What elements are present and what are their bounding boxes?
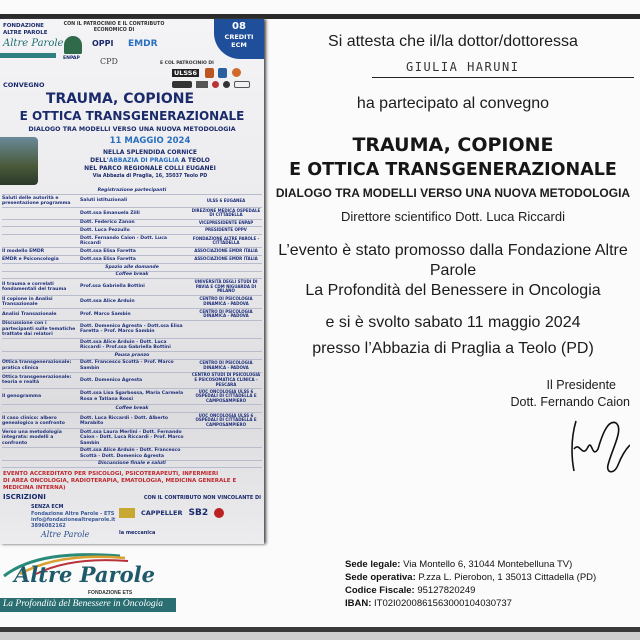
- sponsors-bottom: [115, 504, 261, 540]
- participated-line: ha partecipato al convegno: [356, 95, 550, 112]
- program-speaker: Prof. Marco Sambin: [80, 311, 131, 317]
- contacts-and-sponsors: [3, 504, 261, 540]
- program-topic: Il copione in Analisi Transazionale: [2, 296, 53, 307]
- abbey-photo: [0, 137, 38, 185]
- patronage-logo: [212, 81, 219, 88]
- poster-logo-band: [0, 53, 56, 58]
- value: IT02I0200861563000104030737: [371, 598, 512, 609]
- footer-sede-legale: [345, 559, 572, 570]
- accreditation-line1: EVENTO ACCREDITATO PER PSICOLOGI, PSICOTERAPEUTI, INFERMIERI: [3, 471, 219, 478]
- held-line2: presso l’Abbazia di Praglia a Teolo (PD): [312, 340, 594, 357]
- program-row: [2, 429, 262, 447]
- program-aff: DIREZIONE MEDICA OSPEDALE DI CITTADELLA: [191, 207, 261, 218]
- program-row: [2, 279, 262, 295]
- credits-label: CREDITI: [224, 33, 254, 41]
- program-speaker: Prof.ssa Gabriella Bottini: [80, 284, 145, 290]
- program-aff: CENTRO STUDI DI PSICOLOGIA E PSICOSOMATICA CLINICA - PESCARA: [191, 372, 261, 387]
- footer-logo-sub: FONDAZIONE ETS: [88, 590, 133, 596]
- program-speaker: Dott. Federico Zanon: [80, 220, 135, 226]
- program-aff: UOC ONCOLOGIA ULSS 6 OSPEDALI DI CITTADELLA E CAMPOSAMPIERO: [195, 412, 257, 428]
- patronage-logo: [172, 81, 192, 88]
- program-table: [2, 187, 262, 468]
- poster-venue-line1: NELLA SPLENDIDA CORNICE: [103, 149, 197, 156]
- label: Sede legale:: [345, 559, 401, 570]
- program-speaker: Dott.ssa Elisa Faretta: [80, 248, 136, 254]
- program-speaker: Dott.ssa Lisa Sgarbossa, Maria Carmela Rosa e Tatiana Rossi: [80, 391, 184, 402]
- program-topic: Il trauma e correlati fondamentali del trauma: [2, 281, 67, 293]
- program-aff: PRESIDENTE OPPV: [205, 227, 247, 233]
- patronage-logo: [223, 81, 230, 88]
- program-aff: UNIVERSITÀ DEGLI STUDI DI PAVIA E CDM NIGUARDA DI MILANO: [194, 279, 258, 294]
- program-speaker: Dott. Luca Pezzullo: [80, 228, 130, 234]
- program-break: [2, 461, 262, 469]
- poster-bottom: [0, 468, 264, 543]
- program-speaker: Dott.ssa Alice Arduin - Dott. Francesco Scottà - Dott. Domenico Agresta: [80, 448, 181, 459]
- contact-phone: 3896082162: [31, 523, 66, 530]
- conference-poster: [0, 19, 264, 544]
- poster-org-logo: Altre Parole: [3, 38, 64, 49]
- oppi-logo: OPPI: [92, 39, 114, 48]
- promoted-line1: L’evento è stato promosso dalla Fondazione Altre Parole: [278, 242, 628, 279]
- program-row: [2, 248, 262, 256]
- poster-bottom-logo: Altre Parole: [41, 529, 90, 539]
- accreditation-line2: DI AREA ONCOLOGIA, RADIOTERAPIA, EMATOLOGIA, MEDICINA GENERALE E MEDICINA INTERNA): [3, 478, 237, 491]
- footer-logo-text: Altre Parole: [14, 562, 155, 587]
- participant-name: GIULIA HARUNI: [406, 60, 520, 74]
- program-aff: ASSOCIAZIONE EMDR ITALIA: [194, 248, 258, 254]
- program-row: [2, 227, 262, 235]
- cappeller-logo: CAPPELLER: [141, 508, 183, 517]
- senza-ecm: SENZA ECM: [31, 504, 64, 511]
- enpap-logo: [64, 36, 82, 54]
- program-row: [2, 296, 262, 309]
- program-aff: ASSOCIAZIONE EMDR ITALIA: [194, 256, 258, 262]
- program-speaker: Saluti istituzionali: [80, 198, 128, 204]
- program-aff: CENTRO DI PSICOLOGIA DINAMICA - PADOVA: [199, 308, 253, 319]
- program-speaker: Dott.ssa Laura Merlini - Dott. Fernando Caion - Dott. Luca Riccardi - Prof. Marco Sambin: [80, 430, 184, 446]
- program-topic: Il caso clinico: albero genealogico a confronto: [2, 415, 65, 426]
- contact-org: Fondazione Altre Parole - ETS: [31, 510, 115, 517]
- program-break: [2, 187, 262, 195]
- program-row: [2, 339, 262, 352]
- crest-logo: [205, 68, 214, 78]
- signer-block: [272, 377, 634, 480]
- program-aff: FONDAZIONE ALTRE PAROLE - CITTADELLA: [192, 235, 260, 246]
- program-speaker: Dott. Francesco Scottà - Prof. Marco Sambin: [80, 360, 174, 371]
- program-text: Spazio alle domande: [105, 264, 159, 270]
- program-aff: UOC ONCOLOGIA ULSS 6 OSPEDALI DI CITTADELLA E CAMPOSAMPIERO: [195, 388, 257, 403]
- poster-venue-line2: [90, 157, 210, 164]
- program-row: [2, 235, 262, 248]
- sb2-logo: SB2: [188, 507, 209, 518]
- program-speaker: Dott. Domenico Agresta: [80, 377, 143, 383]
- patronage-logo: [232, 68, 241, 77]
- poster-title-line2: E OTTICA TRANSGENERAZIONALE: [19, 109, 245, 123]
- credits-ecm: ECM: [231, 41, 247, 49]
- program-text: Registrazione partecipanti: [97, 187, 167, 193]
- iscrizioni-row: [3, 493, 261, 501]
- crest-logo: [218, 68, 227, 78]
- program-break: [2, 264, 262, 272]
- poster-subtitle: DIALOGO TRA MODELLI VERSO UNA NUOVA METODOLOGIA: [28, 126, 236, 133]
- poster-title-line1: TRAUMA, COPIONE: [45, 91, 195, 107]
- program-row: [2, 448, 262, 461]
- program-row: [2, 413, 262, 429]
- value: Via Montello 6, 31044 Montebelluna TV): [400, 559, 573, 570]
- program-text: Discussione finale e saluti: [98, 461, 166, 467]
- program-speaker: Dott.ssa Elisa Faretta: [80, 256, 136, 262]
- program-row: [2, 256, 262, 264]
- footer-codice-fiscale: [345, 585, 475, 596]
- program-topic: Il genogramma: [2, 393, 42, 399]
- poster-address: Via Abbazia di Praglia, 16, 35037 Teolo PD: [92, 174, 208, 179]
- contact-block: [3, 504, 115, 540]
- name-field: [272, 52, 634, 82]
- label: IBAN:: [345, 598, 372, 609]
- contact-email: info@fondazionealtreparole.it: [31, 517, 116, 524]
- emdr-logo: EMDR: [128, 39, 158, 49]
- program-speaker: Dott. Luca Riccardi - Dott. Alberto Marabito: [80, 415, 169, 426]
- held-line1: e si è svolto sabato 11 maggio 2024: [325, 314, 581, 331]
- program-text: Coffee break: [115, 272, 149, 278]
- attest-line: Si attesta che il/la dottor/dottoressa: [328, 33, 578, 50]
- poster-patronage-title: CON IL PATROCINIO E IL CONTRIBUTO ECONOMICO DI: [63, 22, 165, 33]
- signer-name: Dott. Fernando Caion: [510, 395, 630, 409]
- meccanica-icon: [214, 508, 224, 518]
- certificate-title-line2: E OTTICA TRANSGENERAZIONALE: [289, 160, 617, 180]
- program-text: Coffee break: [115, 406, 149, 412]
- program-row: [2, 389, 262, 405]
- program-row: [2, 195, 262, 208]
- program-topic: Ottica transgenerazionale: pratica clinica: [2, 360, 72, 371]
- program-speaker: Dott. Domenico Agresta - Dott.ssa Elisa Faretta - Prof. Marco Sambin: [80, 323, 183, 335]
- certificate-subtitle: DIALOGO TRA MODELLI VERSO UNA NUOVA METODOLOGIA: [275, 186, 631, 200]
- program-topic: Ottica transgenerazionale: teoria e realtà: [2, 375, 72, 386]
- program-topic: Discussione con i partecipanti sulle tematiche trattate dai relatori: [2, 321, 76, 337]
- program-aff: CENTRO DI PSICOLOGIA DINAMICA - PADOVA: [199, 359, 253, 370]
- program-break: [2, 405, 262, 413]
- program-break: [2, 352, 262, 360]
- program-row: [2, 373, 262, 389]
- poster-kicker: CONVEGNO: [3, 81, 45, 89]
- signer-role: Il Presidente: [546, 378, 616, 392]
- poster-date: 11 MAGGIO 2024: [109, 136, 191, 146]
- program-speaker: Dott.ssa Alice Arduin: [80, 299, 135, 305]
- venue-prefix: DELL': [90, 157, 109, 164]
- venue-suffix: A TEOLO: [179, 157, 210, 164]
- promoted-line2: La Profondità del Benessere in Oncologia: [305, 282, 601, 299]
- label: Codice Fiscale:: [345, 585, 415, 596]
- venue-highlight: ABBAZIA DI PRAGLIA: [108, 157, 180, 164]
- certificate: [272, 32, 634, 480]
- scientific-director: Direttore scientifico Dott. Luca Riccardi: [341, 209, 565, 224]
- enpap-label: ENPAP: [63, 56, 80, 61]
- program-row: [2, 208, 262, 220]
- poster-org-header: FONDAZIONE ALTRE PAROLE: [3, 23, 48, 36]
- ecm-credits-badge: [214, 19, 264, 59]
- program-aff: VICEPRESIDENTE ENPAP: [198, 219, 254, 225]
- poster-venue-line3: NEL PARCO REGIONALE COLLI EUGANEI: [84, 165, 216, 172]
- program-topic: Analisi Transazionale: [2, 311, 57, 317]
- iscrizioni-heading: ISCRIZIONI: [3, 493, 46, 502]
- poster-also-patronage: E COL PATROCINIO DI: [160, 61, 214, 66]
- photo-background: [0, 632, 640, 640]
- program-topic: EMDR e Psiconcologia: [2, 256, 59, 262]
- program-row: [2, 309, 262, 321]
- name-underline: [372, 77, 634, 78]
- patronage-logo: [196, 81, 208, 88]
- program-row: [2, 220, 262, 228]
- program-topic: Saluti delle autorità e presentazione programma: [2, 195, 71, 206]
- program-speaker: Dott.ssa Emanuela Zilli: [80, 210, 140, 216]
- program-text: Pausa pranzo: [114, 352, 150, 358]
- footer-sede-operativa: [345, 572, 596, 583]
- program-topic: Il modello EMDR: [2, 248, 45, 254]
- program-aff: ULSS 6 EUGANEA: [206, 197, 246, 203]
- footer-tagline: La Profondità del Benessere in Oncologia: [3, 599, 163, 609]
- program-row: [2, 321, 262, 339]
- program-speaker: Dott. Fernando Caion - Dott. Luca Riccardi: [80, 235, 168, 247]
- footer-iban: [345, 598, 512, 609]
- meccanica-logo: la meccanica: [119, 530, 156, 537]
- sponsor-logo: [119, 508, 135, 518]
- program-aff: CENTRO DI PSICOLOGIA DINAMICA - PADOVA: [199, 296, 253, 306]
- program-speaker: Dott.ssa Alice Arduin - Dott. Luca Riccardi - Prof.ssa Gabriella Bottini: [80, 339, 171, 350]
- program-topic: Verso una metodologia integrata: modelli a confronto: [2, 430, 62, 446]
- program-row: [2, 360, 262, 373]
- contrib-title: CON IL CONTRIBUTO NON VINCOLANTE DI: [143, 495, 261, 502]
- label: Sede operativa:: [345, 572, 416, 583]
- signature: [568, 415, 630, 475]
- certificate-title-line1: TRAUMA, COPIONE: [352, 134, 554, 156]
- patronage-logo: [234, 81, 250, 88]
- value: 95127820249: [414, 585, 476, 596]
- cpd-logo: CPD: [100, 57, 118, 66]
- value: P.zza L. Pierobon, 1 35013 Cittadella (PD): [415, 572, 597, 583]
- credits-number: 08: [232, 21, 246, 32]
- poster-header: [0, 19, 264, 187]
- ulss6-logo: ULSS6: [174, 69, 198, 77]
